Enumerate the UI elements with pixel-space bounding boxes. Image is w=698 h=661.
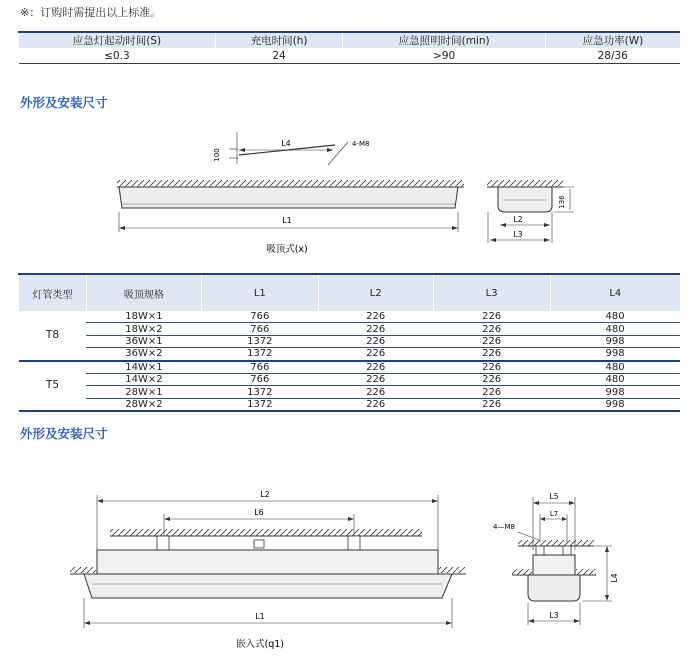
spec-cell: 14W×1 [86,361,201,374]
spec-cell: 36W×2 [86,348,201,361]
l1-cell: 1372 [201,335,318,347]
spec-cell: 28W×1 [86,386,201,398]
recessed-caption: 嵌入式(q1) [236,639,284,650]
l1-cell: 1372 [201,398,318,411]
l1-cell: 766 [201,373,318,385]
spec-cell: 14W×2 [86,373,201,385]
l1-cell: 1372 [201,348,318,361]
table-row [19,311,681,323]
table-row [19,323,681,335]
l3-cell: 226 [433,361,550,374]
bracket-right [348,536,360,550]
end-diffuser [528,575,580,601]
m8-label: 4-M8 [352,140,370,148]
l6-label: L6 [254,508,264,517]
l2-cell: 226 [318,348,433,361]
l2-cell: 226 [318,373,433,385]
l2-label: L2 [513,215,523,224]
l3-cell: 226 [433,323,550,335]
spec-cell: 18W×1 [86,311,201,323]
dim-header-row [19,274,681,311]
spec-header-charge-time: 充电时间(h) [215,32,342,48]
l2-cell: 226 [318,398,433,411]
end-housing [533,555,575,575]
section-title-recessed: 外形及安装尺寸 [20,426,108,441]
dim-header-l2: L2 [318,274,433,311]
spec-lighting-time: >90 [343,48,546,64]
l7-label: L7 [549,510,559,518]
q-l1-label: L1 [255,612,265,621]
h136-label: 136 [558,195,566,209]
spec-power: 28/36 [545,48,680,64]
l1-cell: 1372 [201,386,318,398]
l4-cell: 480 [550,311,680,323]
l3-cell: 226 [433,348,550,361]
table-row [19,373,681,385]
dim-header-l4: L4 [550,274,680,311]
spec-start-time: ≤0.3 [19,48,216,64]
l4-cell: 998 [550,348,680,361]
l1-cell: 766 [201,323,318,335]
l5-label: L5 [549,492,559,501]
tube-type-t5: T5 [19,361,87,412]
table-row [19,335,681,347]
recessed-diffuser [84,574,452,598]
surface-end-view [487,180,574,243]
recessed-side-view [70,490,466,650]
l3-cell: 226 [433,398,550,411]
dim-header-spec: 吸顶规格 [86,274,201,311]
l4-cell: 480 [550,361,680,374]
tube-type-t8: T8 [19,311,87,361]
l4-label: L4 [281,139,291,148]
order-note: ※：订购时需提出以上标准。 [20,6,162,19]
table-row [19,386,681,398]
l2-cell: 226 [318,386,433,398]
section-title-surface: 外形及安装尺寸 [20,95,108,110]
q-m8-label: 4—M8 [493,523,515,531]
spec-header-power: 应急功率(W) [545,32,680,48]
table-row [19,361,681,374]
l1-label: L1 [282,216,292,225]
l2-cell: 226 [318,311,433,323]
terminal-box [254,540,264,548]
l4-cell: 998 [550,335,680,347]
l2-cell: 226 [318,323,433,335]
lamp-body [119,187,458,208]
l1-cell: 766 [201,311,318,323]
l4-cell: 480 [550,373,680,385]
bracket-left [157,536,169,550]
table-row [19,398,681,411]
ceiling-hatch [117,180,464,187]
l2-cell: 226 [318,335,433,347]
dim-header-l3: L3 [433,274,550,311]
spec-cell: 36W×1 [86,335,201,347]
h100-label: 100 [213,148,221,162]
l4-cell: 998 [550,386,680,398]
l3-cell: 226 [433,311,550,323]
l3-cell: 226 [433,386,550,398]
spec-header-start-time: 应急灯起动时间(S) [19,32,216,48]
recessed-ceiling-hatch [110,529,422,536]
l3-cell: 226 [433,335,550,347]
dim-header-type: 灯管类型 [19,274,87,311]
l2-cell: 226 [318,361,433,374]
spec-cell: 18W×2 [86,323,201,335]
table-row [19,348,681,361]
l4-cell: 998 [550,398,680,411]
l1-cell: 766 [201,361,318,374]
l4-end-label: L4 [610,573,619,583]
dimension-table [18,273,680,412]
dim-header-l1: L1 [201,274,318,311]
spec-cell: 28W×2 [86,398,201,411]
end-ceiling-hatch [487,180,563,187]
end-lamp-body [498,187,552,212]
recessed-end-view [493,492,619,625]
q-l3-label: L3 [549,611,559,620]
q-l2-label: L2 [260,490,270,499]
spec-header-lighting-time: 应急照明时间(min) [343,32,546,48]
spec-charge-time: 24 [215,48,342,64]
surface-caption: 吸顶式(x) [266,244,308,255]
l3-cell: 226 [433,373,550,385]
surface-side-view [117,132,464,255]
l3-label: L3 [513,230,523,239]
recessed-housing [97,550,438,574]
l4-cell: 480 [550,323,680,335]
